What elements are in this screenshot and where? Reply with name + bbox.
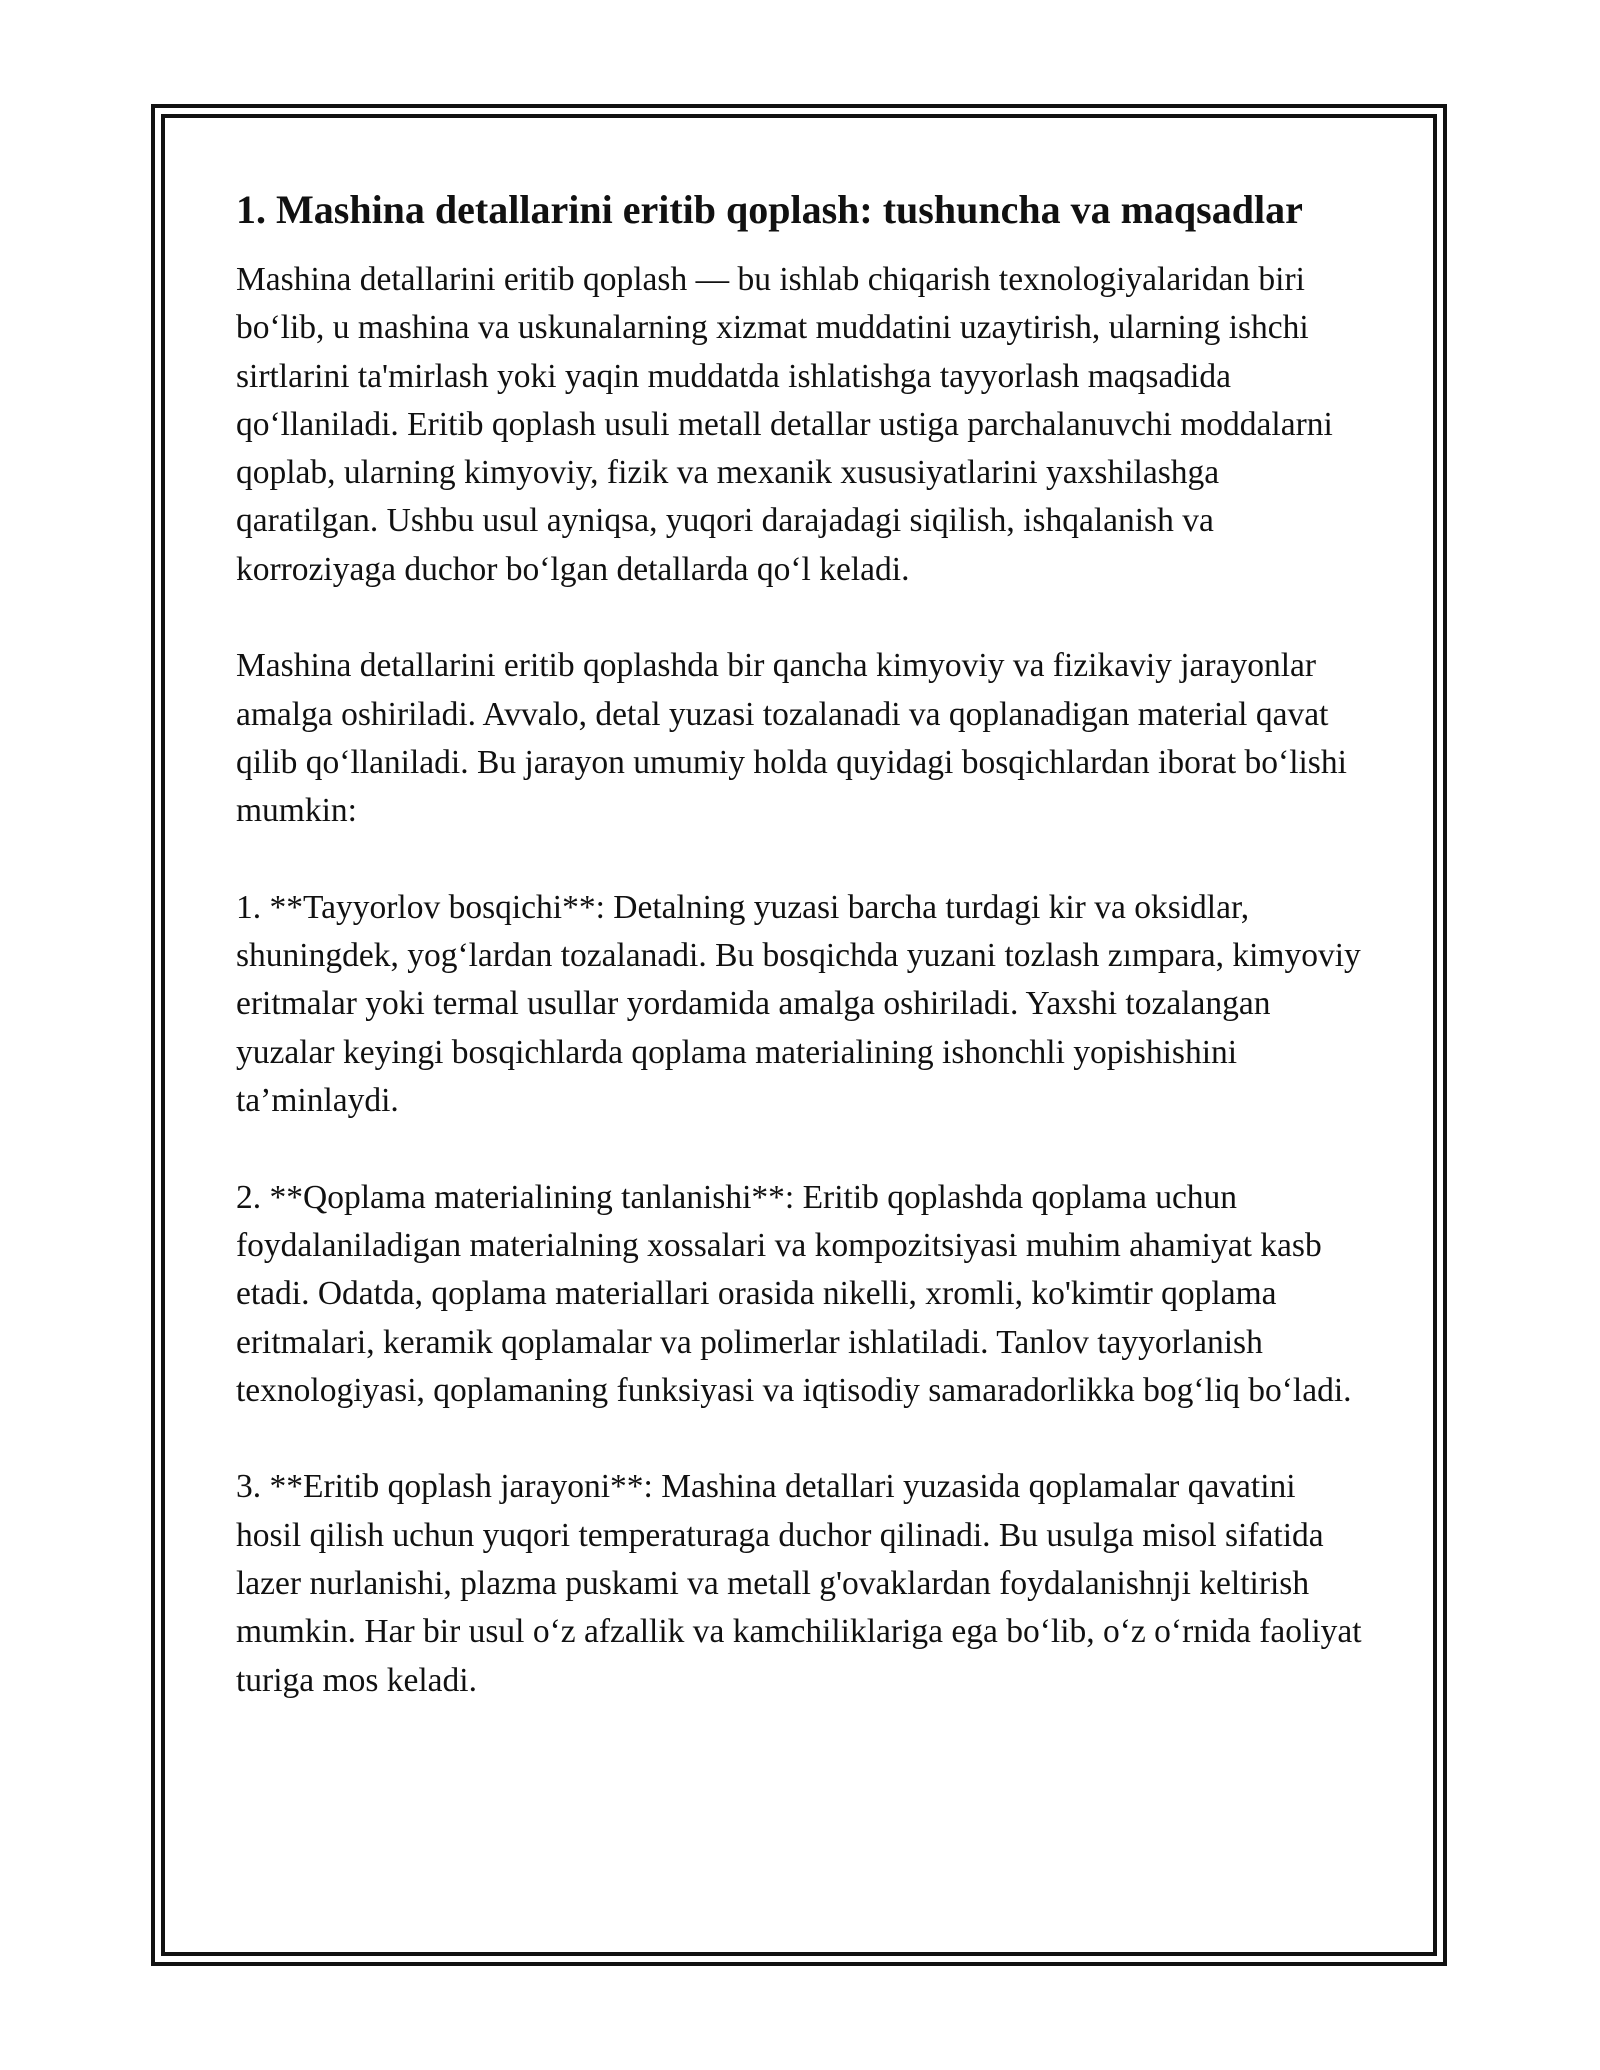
paragraph-intro: Mashina detallarini eritib qoplash — bu ishlab chiqarish texnologiyalaridan biri bo‘lib, u mashina va uskunalarning xizmat muddatini uzaytirish, ularning ishchi sirtlarini ta'mirlash yoki yaqin muddatda ishlatishga tayyorlash maqsadida qo‘llaniladi. Eritib qoplash usuli metall detallar ustiga parchalanuvchi moddalarni qoplab, ularning kimyoviy, fizik va mexanik xususiyatlarini yaxshilashga qaratilgan. Ushbu usul ayniqsa, yuqori darajadagi siqilish, ishqalanish va korroziyaga duchor bo‘lgan detallarda qo‘l keladi.	[236, 261, 1333, 588]
section-heading: 1. Mashina detallarini eritib qoplash: tushuncha va maqsadlar	[236, 187, 1303, 232]
paragraph-process: Mashina detallarini eritib qoplashda bir qancha kimyoviy va fizikaviy jarayonlar amalga oshiriladi. Avvalo, detal yuzasi tozalanadi va qoplanadigan material qavat qilib qo‘llaniladi. Bu jarayon umumiy holda quyidagi bosqichlardan iborat bo‘lishi mumkin:	[236, 647, 1347, 830]
list-item-preparation: 1. **Tayyorlov bosqichi**: Detalning yuzasi barcha turdagi kir va oksidlar, shuningdek, yog‘lardan tozalanadi. Bu bosqichda yuzani tozlash zımpara, kimyoviy eritmalar yoki termal usullar yordamida amalga oshiriladi. Yaxshi tozalangan yuzalar keyingi bosqichlarda qoplama materialining ishonchli yopishishini ta’minlaydi.	[236, 888, 1361, 1120]
document-body	[236, 184, 1366, 1753]
list-item-coating-process: 3. **Eritib qoplash jarayoni**: Mashina detallari yuzasida qoplamalar qavatini hosil qilish uchun yuqori temperaturaga duchor qilinadi. Bu usulga misol sifatida lazer nurlanishi, plazma puskami va metall g'ovaklardan foydalanishnji keltirish mumkin. Har bir usul o‘z afzallik va kamchiliklariga ega bo‘lib, o‘z o‘rnida faoliyat turiga mos keladi.	[236, 1468, 1362, 1699]
list-item-material-selection: 2. **Qoplama materialining tanlanishi**: Eritib qoplashda qoplama uchun foydalaniladigan materialning xossalari va kompozitsiyasi muhim ahamiyat kasb etadi. Odatda, qoplama materiallari orasida nikelli, xromli, ko'kimtir qoplama eritmalari, keramik qoplamalar va polimerlar ishlatiladi. Tanlov tayyorlanish texnologiyasi, qoplamaning funksiyasi va iqtisodiy samaradorlikka bog‘liq bo‘ladi.	[236, 1178, 1352, 1409]
